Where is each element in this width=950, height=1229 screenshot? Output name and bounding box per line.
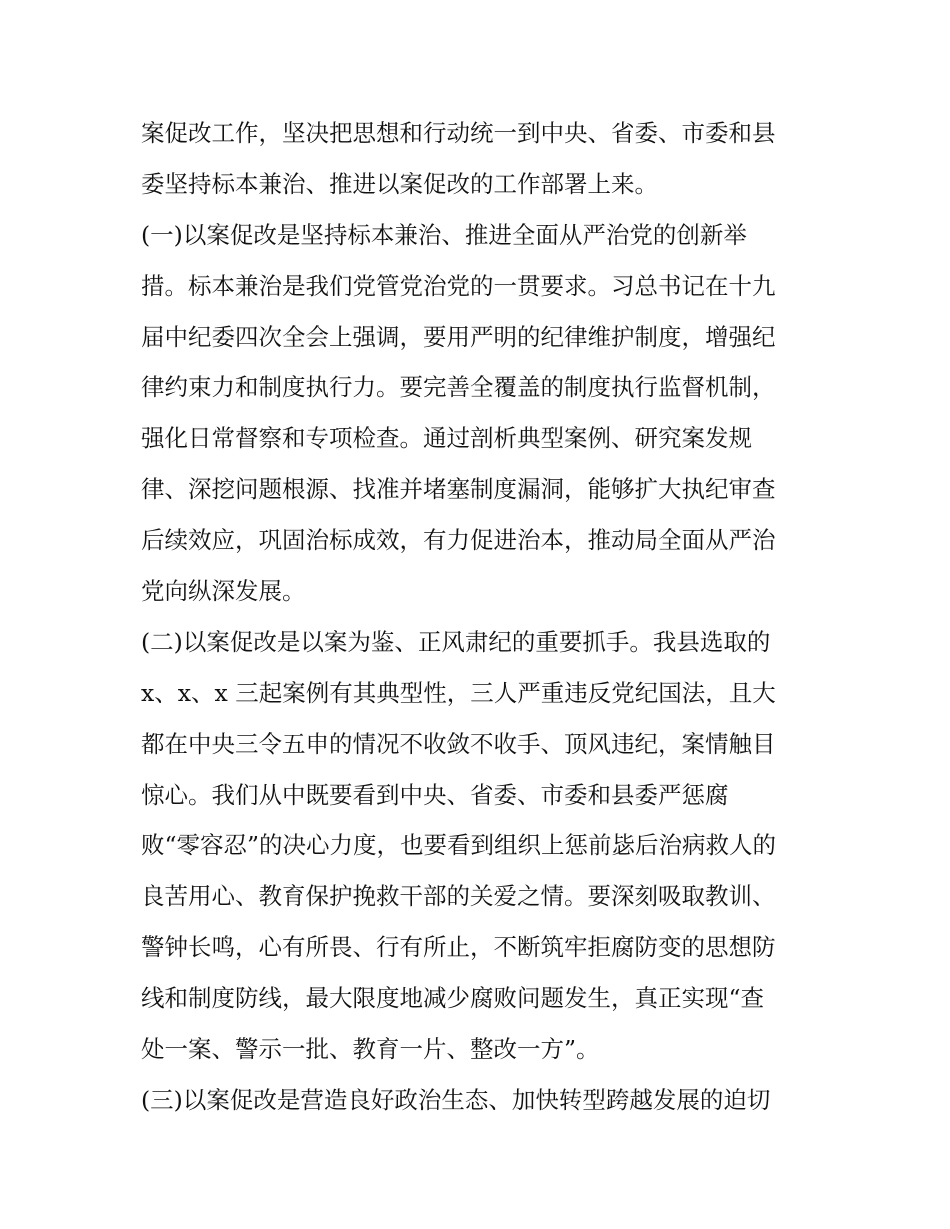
text-line: 惊心。我们从中既要看到中央、省委、市委和县委严惩腐 [141,780,729,809]
text-line: (三)以案促改是营造良好政治生态、加快转型跨越发展的迫切 [141,1085,771,1114]
text-line: 后续效应，巩固治标成效，有力促进治本，推动局全面从严治 [141,526,776,555]
text-line: 律约束力和制度执行力。要完善全覆盖的制度执行监督机制， [141,373,776,402]
text-line: 律、深挖问题根源、找准并堵塞制度漏洞，能够扩大执纪审查 [141,475,776,504]
text-line: 都在中央三令五申的情况不收敛不收手、顶风违纪，案情触目 [141,729,776,758]
text-line: (二)以案促改是以案为鉴、正风肃纪的重要抓手。我县选取的 [141,627,771,656]
text-line: 处一案、警示一批、教育一片、整改一方”。 [141,1035,600,1064]
text-line: 委坚持标本兼治、推进以案促改的工作部署上来。 [141,169,658,198]
text-line: 届中纪委四次全会上强调，要用严明的纪律维护制度，增强纪 [141,322,776,351]
text-line: 败“零容忍”的决心力度，也要看到组织上惩前毖后治病救人的 [141,831,777,860]
text-line: (一)以案促改是坚持标本兼治、推进全面从严治党的创新举 [141,220,747,249]
text-line: 良苦用心、教育保护挽救干部的关爱之情。要深刻吸取教训、 [141,882,776,911]
text-line: 警钟长鸣，心有所畏、行有所止，不断筑牢拒腐防变的思想防 [141,933,776,962]
text-line: 案促改工作，坚决把思想和行动统一到中央、省委、市委和县 [141,119,776,147]
text-line: 线和制度防线，最大限度地减少腐败问题发生，真正实现“查 [141,984,765,1013]
document-body [141,108,821,1126]
text-line: x、x、x 三起案例有其典型性，三人严重违反党纪国法，且大 [141,678,776,707]
text-line: 措。标本兼治是我们党管党治党的一贯要求。习总书记在十九 [141,271,776,300]
text-line: 强化日常督察和专项检查。通过剖析典型案例、研究案发规 [141,424,752,453]
text-line: 党向纵深发展。 [141,577,306,606]
